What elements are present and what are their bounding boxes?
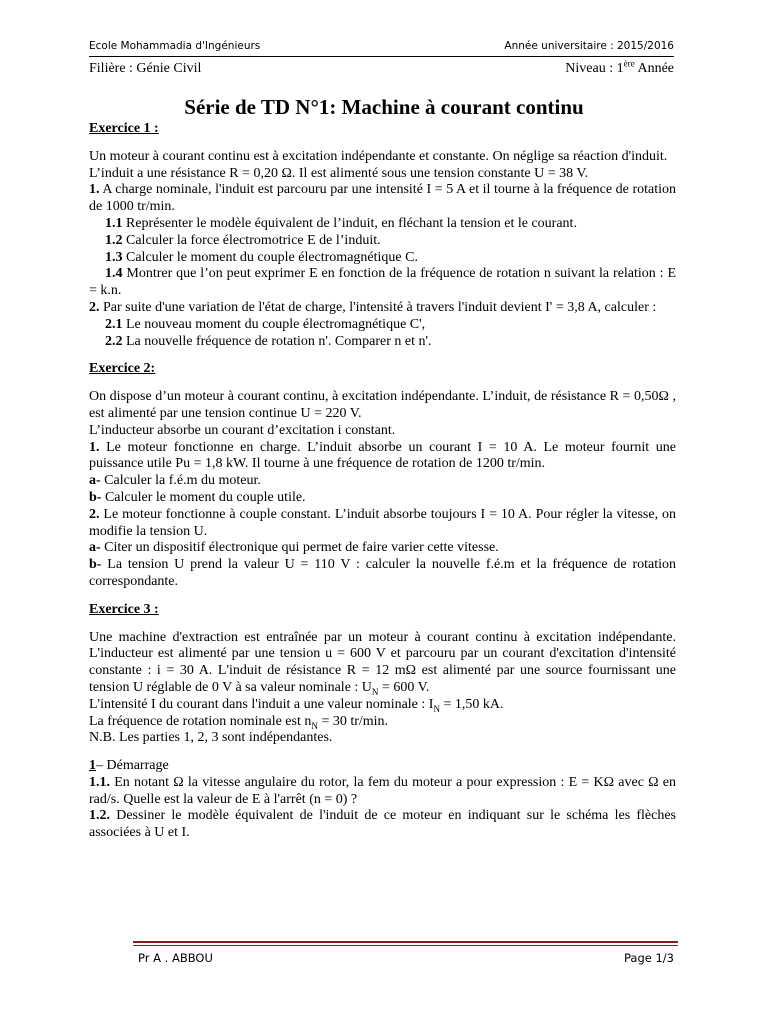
exercise-3-frequency: La fréquence de rotation nominale est $n_N = 30$ tr/min. [89,713,389,731]
document-body [89,121,676,842]
exercise-2-question-1b: b- Calculer le moment du couple utile. [89,489,306,505]
exercise-1-question-1-2: 1.2 Calculer la force électromotrice E de l’induit. [105,232,381,248]
school-name: Ecole Mohammadia d'Ingénieurs [89,40,261,52]
exercise-3-current: L'intensité I du courant dans l'induit a une valeur nominale : $I_N = 1,50$ kA. [89,696,504,714]
header-rule [89,56,674,57]
exercise-1-resistance: L’induit a une résistance R = 0,20 Ω. Il est alimenté sous une tension constante U = 38 V. [89,165,589,181]
academic-year: Année universitaire : 2015/2016 [504,40,674,52]
exercise-3-heading: Exercice 3 : [89,601,159,617]
exercise-2-question-2a: a- Citer un dispositif électronique qui permet de faire varier cette vitesse. [89,540,499,556]
exercise-1-question-1-1: 1.1 Représenter le modèle équivalent de l’induit, en fléchant la tension et le courant. [105,215,577,231]
footer-page-number: Page 1/3 [623,951,674,965]
page-footer [138,951,674,965]
exercise-2-heading: Exercice 2: [89,361,156,377]
footer-rule-thick [133,941,678,943]
exercise-2-question-2b: b- La tension U prend la valeur U = 110 V : calculer la nouvelle f.é.m et la fréquence de rotation correspondante. [89,557,676,589]
exercise-1-intro: Un moteur à courant continu est à excitation indépendante et constante. On néglige sa réaction d'induit. [89,148,668,164]
niveau: Niveau : 1ère Année [565,58,674,76]
filiere: Filière : Génie Civil [89,61,202,76]
exercise-1-question-2: 2. Par suite d'une variation de l'état de charge, l'intensité à travers l'induit devient I' = 3,8 A, calculer : [89,299,657,315]
header-row-school [89,40,674,52]
exercise-2-inducteur: L’inducteur absorbe un courant d’excitation i constant. [89,422,396,438]
document-title: Série de TD N°1: Machine à courant continu [184,95,584,119]
footer-author: Pr A . ABBOU [138,951,213,965]
exercise-3-note: N.B. Les parties 1, 2, 3 sont indépendantes. [89,730,333,746]
exercise-2-question-2: 2. Le moteur fonctionne à couple constant. L’induit absorbe toujours I = 10 A. Pour régler la vitesse, on modifie la tension U. [89,506,676,539]
header-row-program [89,58,674,77]
exercise-1-question-2-1: 2.1 Le nouveau moment du couple électromagnétique C', [105,316,426,332]
exercise-3-question-1-1: 1.1. En notant Ω la vitesse angulaire du rotor, la fem du moteur a pour expression : E = KΩ avec Ω en rad/s. Quelle est la valeur de E à l'arrêt (n = 0) ? [89,774,676,807]
exercise-1-question-2-2: 2.2 La nouvelle fréquence de rotation n'. Comparer n et n'. [105,333,432,349]
exercise-1-question-1-4: 1.4 Montrer que l’on peut exprimer E en fonction de la fréquence de rotation n suivant la relation : E = k.n. [89,266,676,299]
exercise-3-question-1-2: 1.2. Dessiner le modèle équivalent de l'induit de ce moteur en indiquant sur le schéma les flèches associées à U et I. [89,808,676,841]
exercise-2-question-1a: a- Calculer la f.é.m du moteur. [89,473,261,489]
exercise-1-heading: Exercice 1 : [89,121,159,136]
exercise-3-part-1-heading: 1– Démarrage [89,758,169,774]
exercise-2-intro: On dispose d’un moteur à courant continu, à excitation indépendante. L’induit, de résistance R = 0,50Ω , est alimenté par une tension continue U = 220 V. [89,389,676,421]
exercise-3-intro: Une machine d'extraction est entraînée par un moteur à courant continu à excitation indépendante. L'inducteur est alimenté par une tension u = 600 V et parcouru par un courant d'excitation d'intensité constante : i = 30 A. L'induit de résistance R = 12 mΩ est alimenté par une source fournissant une tension U réglable de 0 V à sa valeur nominale : $U_N = 600$ V. [89,629,676,697]
exercise-1-question-1: 1. A charge nominale, l'induit est parcouru par une intensité I = 5 A et il tourne à la fréquence de rotation de 1000 tr/min. [89,182,676,215]
footer-rule-thin [133,945,678,946]
exercise-2-question-1: 1. Le moteur fonctionne en charge. L’induit absorbe un courant I = 10 A. Le moteur fournit une puissance utile Pu = 1,8 kW. Il tourne à une fréquence de rotation de 1200 tr/min. [89,439,676,472]
exercise-1-question-1-3: 1.3 Calculer le moment du couple électromagnétique C. [105,249,418,265]
